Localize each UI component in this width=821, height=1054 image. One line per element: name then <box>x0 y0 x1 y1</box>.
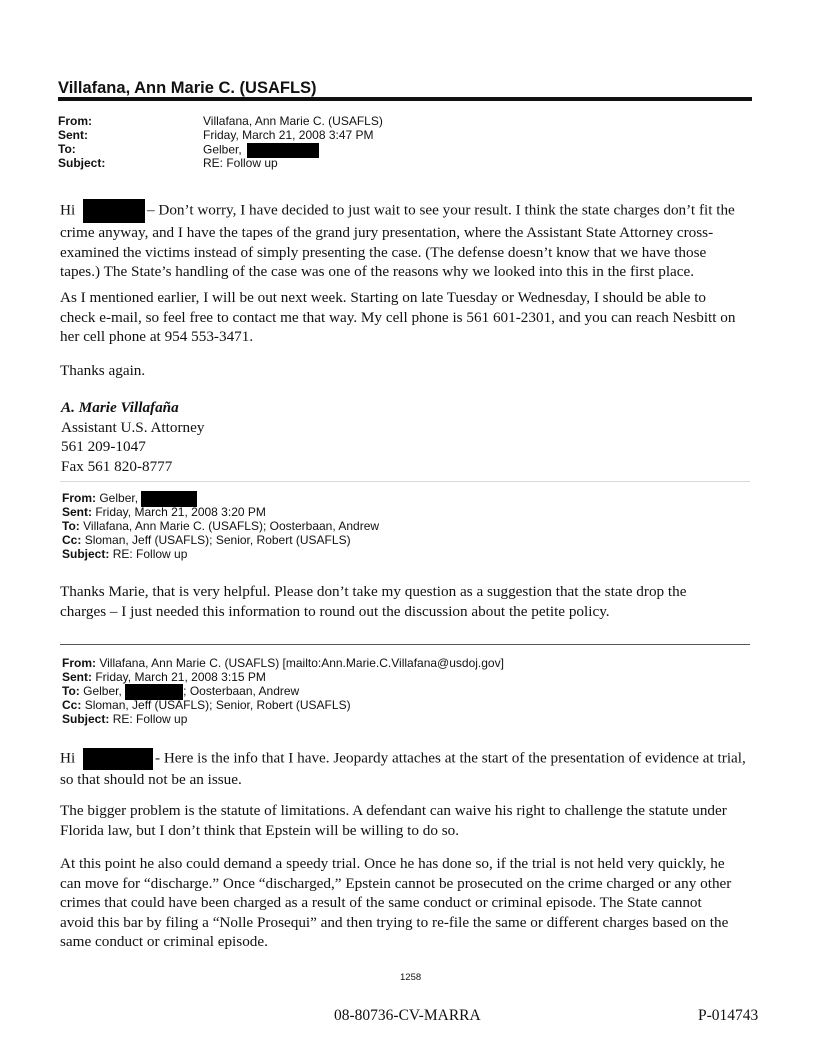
to-row: To: Gelber, ; Oosterbaan, Andrew <box>62 684 300 699</box>
from-value: Villafana, Ann Marie C. (USAFLS) <box>203 114 383 128</box>
message1-closing <box>60 361 760 381</box>
sent-value: Friday, March 21, 2008 3:47 PM <box>203 128 374 142</box>
message1-paragraph-1 <box>60 199 760 282</box>
page-number: 1258 <box>400 972 422 983</box>
body-line: crime anyway, and I have the tapes of the grand jury presentation, where the Assistant State Attorney cross- <box>60 224 714 241</box>
body-line: so that should not be an issue. <box>60 771 242 788</box>
sent-label: Sent: <box>58 128 88 142</box>
greeting: Hi <box>60 749 76 767</box>
message3-header <box>62 656 504 726</box>
redaction-box <box>83 199 145 223</box>
greeting: Hi <box>60 201 76 219</box>
body-line: avoid this bar by filing a “Nolle Prosequi” and then trying to re-file the same or different charges based on the <box>60 913 729 931</box>
body-line: same conduct or criminal episode. <box>60 933 268 950</box>
document-title: Villafana, Ann Marie C. (USAFLS) <box>58 79 317 97</box>
message2-body <box>60 582 760 621</box>
signature-title: Assistant U.S. Attorney <box>61 418 205 436</box>
signature-name: A. Marie Villafaña <box>61 399 179 416</box>
body-line: Florida law, but I don’t think that Epstein will be willing to do so. <box>60 821 460 839</box>
body-line: As I mentioned earlier, I will be out next week. Starting on late Tuesday or Wednesday, I should be able to <box>60 289 707 306</box>
body-line: At this point he also could demand a speedy trial. Once he has done so, if the trial is not held very quickly, he <box>60 855 725 872</box>
sent-row: Sent: Friday, March 21, 2008 3:15 PM <box>62 670 266 684</box>
body-line: crimes that could have been charged as a result of the same conduct or criminal episode. The State cannot <box>60 894 702 911</box>
message2-header <box>62 491 379 561</box>
body-line: charges – I just needed this information to round out the discussion about the petite policy. <box>60 602 610 620</box>
to-row: To: Villafana, Ann Marie C. (USAFLS); Oosterbaan, Andrew <box>62 519 380 533</box>
title-rule <box>58 97 752 101</box>
subject-row: Subject: RE: Follow up <box>62 712 188 726</box>
body-line: Thanks Marie, that is very helpful. Please don’t take my question as a suggestion that the state drop the <box>60 583 687 600</box>
body-line: examined the victims instead of simply presenting the case. (The defense doesn’t know that we have those <box>60 243 707 261</box>
subject-label: Subject: <box>58 156 106 170</box>
body-line: can move for “discharge.” Once “discharged,” Epstein cannot be prosecuted on the crime charged or any other <box>60 874 732 892</box>
separator <box>60 644 750 645</box>
signature-fax: Fax 561 820-8777 <box>61 457 173 475</box>
from-label: From: <box>58 114 92 128</box>
body-line: The bigger problem is the statute of limitations. A defendant can waive his right to challenge the statute under <box>60 802 727 819</box>
signature-block <box>61 398 204 476</box>
to-name: Gelber, <box>203 142 242 157</box>
body-line: tapes.) The State’s handling of the case was one of the reasons why we looked into this in the first place. <box>60 263 695 280</box>
to-value <box>203 143 383 157</box>
from-row: From: Gelber, <box>62 491 379 505</box>
message3-paragraph-3 <box>60 854 760 952</box>
body-line <box>60 748 760 770</box>
separator <box>60 481 750 482</box>
body-line: her cell phone at 954 553-3471. <box>60 328 254 345</box>
body-text: – Don’t worry, I have decided to just wait to see your result. I think the state charges don’t fit the <box>146 201 735 219</box>
body-text: - Here is the info that I have. Jeopardy attaches at the start of the presentation of evidence at trial, <box>154 749 746 767</box>
subject-value: RE: Follow up <box>203 156 278 170</box>
message1-paragraph-2 <box>60 288 760 347</box>
to-label: To: <box>58 142 76 156</box>
signature-phone: 561 209-1047 <box>61 438 146 455</box>
sent-row: Sent: Friday, March 21, 2008 3:20 PM <box>62 505 266 519</box>
message1-header-labels <box>58 115 105 171</box>
body-line: check e-mail, so feel free to contact me that way. My cell phone is 561 601-2301, and you can reach Nesbitt on <box>60 308 736 326</box>
message3-paragraph-1 <box>60 748 760 790</box>
case-number: 08-80736-CV-MARRA <box>334 1007 481 1024</box>
body-line <box>60 199 760 223</box>
message3-paragraph-2 <box>60 801 760 840</box>
cc-row: Cc: Sloman, Jeff (USAFLS); Senior, Robert (USAFLS) <box>62 533 351 547</box>
message1-header-values <box>203 115 383 171</box>
redaction-box <box>83 748 153 770</box>
subject-row: Subject: RE: Follow up <box>62 547 188 561</box>
cc-row: Cc: Sloman, Jeff (USAFLS); Senior, Robert (USAFLS) <box>62 698 351 712</box>
bates-number: P-014743 <box>698 1007 759 1024</box>
body-line: Thanks again. <box>60 362 146 379</box>
from-row: From: Villafana, Ann Marie C. (USAFLS) [mailto:Ann.Marie.C.Villafana@usdoj.gov] <box>62 656 504 670</box>
